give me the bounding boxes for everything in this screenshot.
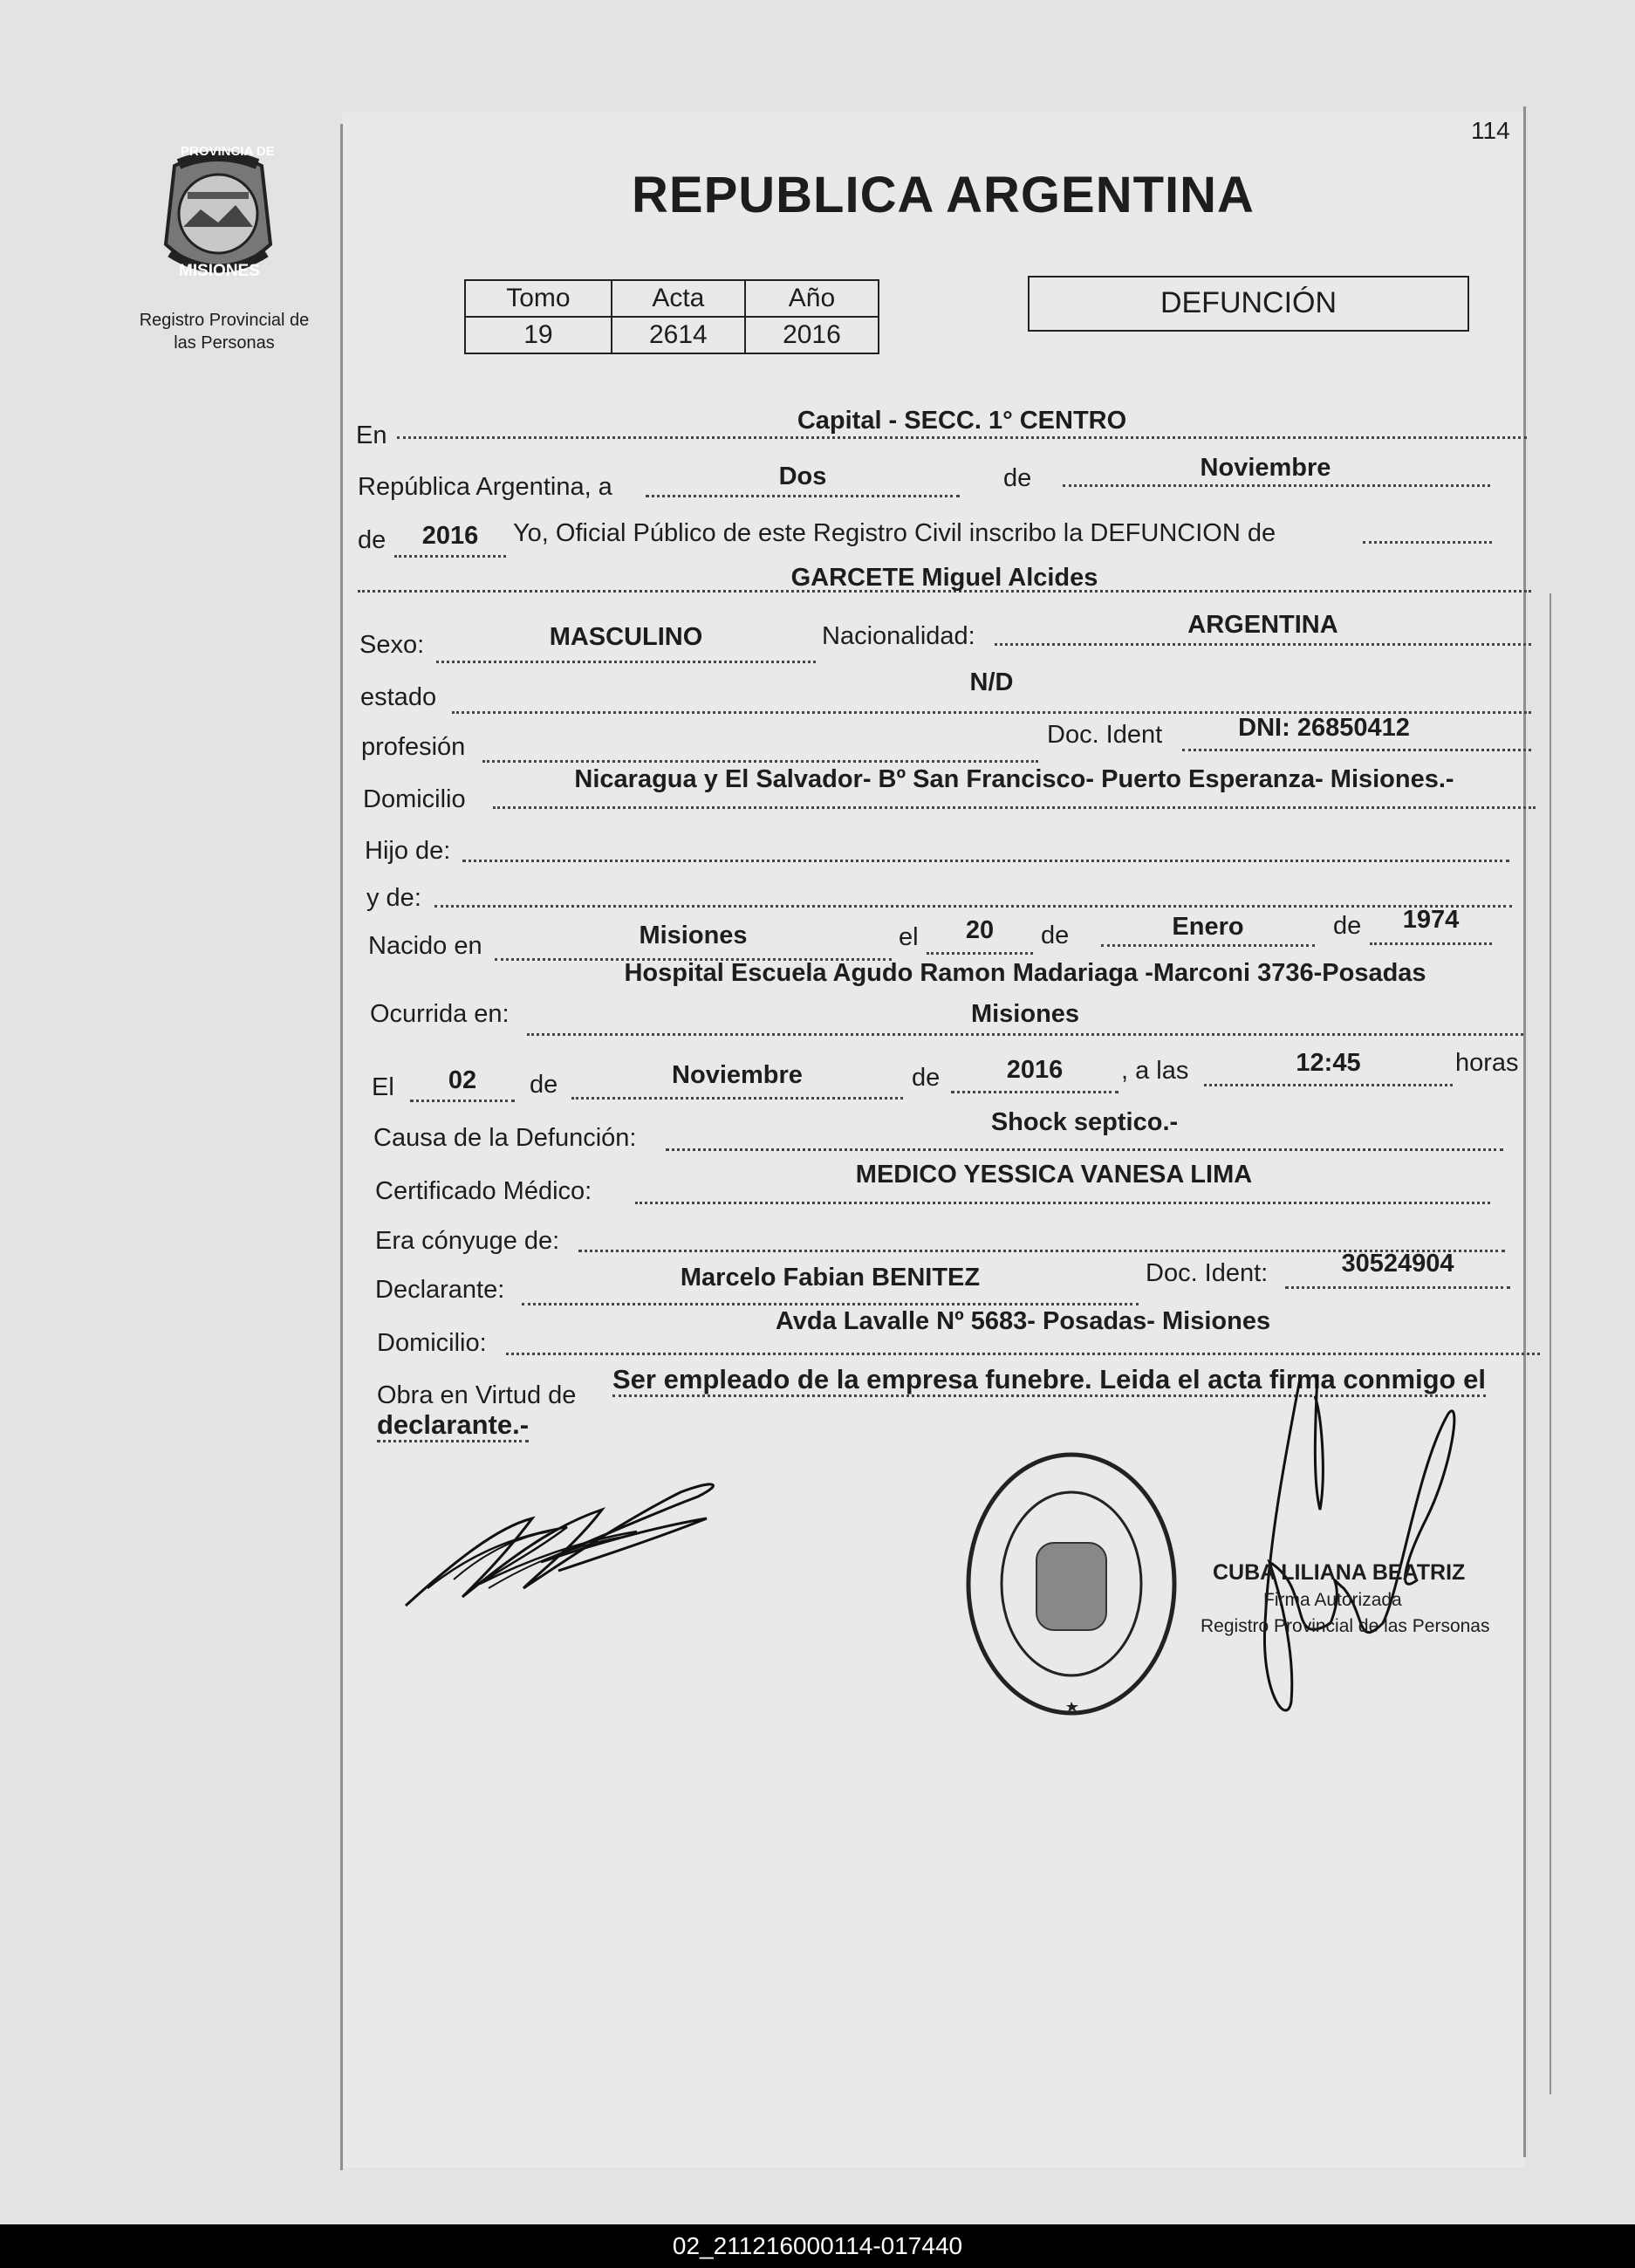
civil-status-value: N/D — [969, 668, 1014, 696]
footer-code: 02_211216000114-017440 — [0, 2224, 1635, 2268]
label-de-death-1: de — [530, 1071, 558, 1099]
official-office: Registro Provincial de las Personas — [1201, 1616, 1490, 1636]
label-causa: Causa de la Defunción: — [373, 1124, 637, 1152]
page-title: REPUBLICA ARGENTINA — [632, 167, 1255, 223]
label-republica: República Argentina, a — [358, 473, 612, 501]
address-field-line — [493, 806, 1536, 809]
birth-year-field-line — [1370, 942, 1492, 945]
defuncion-de-field-line — [1363, 541, 1492, 544]
label-el: el — [899, 923, 919, 951]
cause-value: Shock septico.- — [990, 1108, 1179, 1136]
label-de-birth-1: de — [1041, 922, 1070, 949]
doc-ident-field-line — [1182, 749, 1531, 751]
place-field-line — [397, 436, 1527, 439]
death-year-value: 2016 — [1006, 1056, 1064, 1084]
label-horas: horas — [1455, 1049, 1519, 1077]
observations-text-2: declarante.- — [377, 1409, 529, 1442]
label-a-las: , a las — [1121, 1057, 1189, 1085]
death-month-value: Noviembre — [672, 1061, 803, 1089]
month-value: Noviembre — [1200, 454, 1331, 482]
month-field-line — [1063, 484, 1490, 487]
label-en: En — [356, 421, 387, 449]
father-field-line — [462, 860, 1509, 862]
reference-table — [464, 279, 879, 354]
label-nacido-en: Nacido en — [368, 932, 482, 960]
place-value: Capital - SECC. 1° CENTRO — [797, 407, 1127, 435]
registry-seal — [958, 1440, 1185, 1728]
deceased-name-value: GARCETE Miguel Alcides — [790, 564, 1098, 592]
label-domicilio-declarant: Domicilio: — [377, 1329, 487, 1357]
reference-value-row — [465, 317, 879, 353]
cause-field-line — [666, 1148, 1503, 1151]
death-day-value: 02 — [448, 1066, 477, 1094]
organization-line-1: Registro Provincial de — [139, 311, 310, 330]
death-place-line-1: Hospital Escuela Agudo Ramon Madariaga -Marconi 3736-Posadas — [624, 959, 1426, 987]
declarant-field-line — [522, 1303, 1139, 1305]
label-ocurrida-en: Ocurrida en: — [370, 1000, 510, 1028]
label-declarante: Declarante: — [375, 1276, 505, 1304]
reference-header-row — [465, 280, 879, 317]
death-day-field-line — [410, 1100, 515, 1102]
declarant-doc-field-line — [1285, 1286, 1510, 1289]
death-year-field-line — [951, 1091, 1119, 1093]
label-hijo-de: Hijo de: — [365, 837, 451, 865]
label-estado: estado — [360, 683, 437, 711]
doc-ident-value: DNI: 26850412 — [1238, 714, 1410, 742]
page-number: 114 — [1471, 117, 1510, 144]
death-place-field-line — [527, 1033, 1523, 1036]
label-obra-en-virtud: Obra en Virtud de — [377, 1381, 577, 1409]
address-value: Nicaragua y El Salvador- Bº San Francisco- Puerto Esperanza- Misiones.- — [574, 765, 1454, 793]
ano-header: Año — [745, 280, 879, 317]
declarant-doc-value: 30524904 — [1341, 1250, 1454, 1278]
seal-outer-text — [955, 1732, 982, 1733]
nationality-field-line — [995, 643, 1531, 646]
label-conyuge: Era cónyuge de: — [375, 1227, 560, 1255]
left-margin-line — [340, 124, 343, 2170]
organization-line-2: las Personas — [174, 333, 275, 353]
birth-day-value: 20 — [965, 916, 995, 944]
label-domicilio: Domicilio — [363, 785, 466, 813]
declarant-value: Marcelo Fabian BENITEZ — [680, 1264, 981, 1292]
label-de-birth-2: de — [1333, 912, 1362, 940]
label-el-cap: El — [372, 1073, 394, 1101]
day-field-line — [646, 495, 960, 497]
organization-name — [120, 309, 329, 354]
sex-field-line — [436, 661, 816, 663]
label-de-1: de — [1003, 464, 1032, 492]
death-month-field-line — [571, 1097, 903, 1100]
emblem-text-bottom: MISIONES — [179, 262, 260, 280]
label-yo-oficial: Yo, Oficial Público de este Registro Civil inscribo la DEFUNCION de — [513, 519, 1276, 547]
record-type-box: DEFUNCIÓN — [1028, 276, 1469, 332]
year-field-line — [394, 555, 506, 558]
ano-value: 2016 — [745, 317, 879, 353]
declarant-address-value: Avda Lavalle Nº 5683- Posadas- Misiones — [775, 1307, 1271, 1335]
label-certificado: Certificado Médico: — [375, 1177, 592, 1205]
label-y-de: y de: — [366, 884, 421, 912]
official-name: CUBA LILIANA BEATRIZ — [1213, 1560, 1466, 1585]
day-text-value: Dos — [778, 463, 827, 490]
label-sexo: Sexo: — [359, 631, 425, 659]
birth-day-field-line — [927, 952, 1033, 955]
tomo-value: 19 — [465, 317, 612, 353]
observations-text-1: Ser empleado de la empresa funebre. Leida el acta firma conmigo el — [612, 1364, 1486, 1397]
label-de-2: de — [358, 526, 387, 554]
nationality-value: ARGENTINA — [1187, 611, 1338, 639]
birth-month-value: Enero — [1172, 913, 1244, 941]
sex-value: MASCULINO — [549, 623, 703, 651]
profession-field-line — [482, 760, 1038, 763]
year-value: 2016 — [421, 522, 479, 550]
medical-certificate-value: MEDICO YESSICA VANESA LIMA — [855, 1161, 1253, 1189]
label-doc-ident: Doc. Ident — [1047, 721, 1163, 749]
label-profesion: profesión — [361, 733, 466, 761]
mother-field-line — [434, 905, 1512, 908]
label-nacionalidad: Nacionalidad: — [822, 622, 975, 650]
official-title: Firma Autorizada — [1263, 1590, 1402, 1610]
acta-header: Acta — [612, 280, 745, 317]
emblem-text-top: PROVINCIA DE — [181, 144, 275, 159]
declarant-signature — [401, 1457, 733, 1614]
birth-month-field-line — [1101, 944, 1315, 947]
acta-value: 2614 — [612, 317, 745, 353]
birth-place-value: Misiones — [639, 922, 748, 949]
death-time-field-line — [1204, 1084, 1453, 1086]
medical-certificate-field-line — [635, 1202, 1490, 1204]
tomo-header: Tomo — [465, 280, 612, 317]
death-place-line-2: Misiones — [970, 1000, 1080, 1028]
death-time-value: 12:45 — [1296, 1049, 1361, 1077]
right-edge-line — [1549, 593, 1551, 2094]
label-doc-ident-declarant: Doc. Ident: — [1146, 1259, 1269, 1287]
birth-year-value: 1974 — [1402, 906, 1460, 934]
label-de-death-2: de — [912, 1064, 941, 1092]
official-signature — [1217, 1361, 1505, 1737]
